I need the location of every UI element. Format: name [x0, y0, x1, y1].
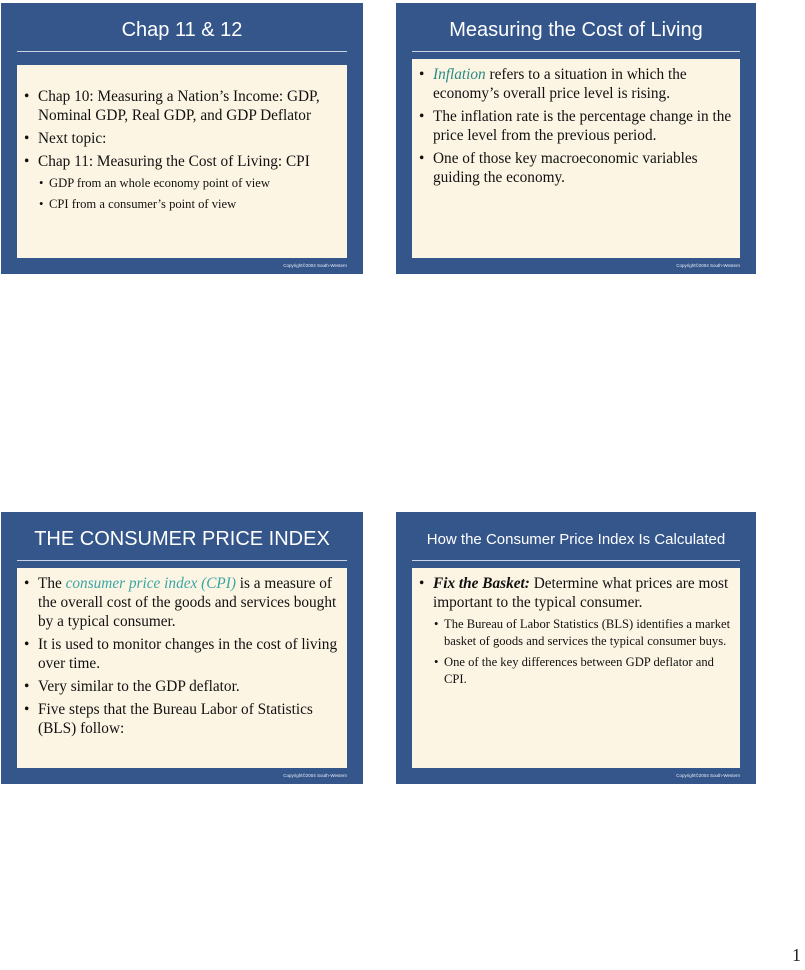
slide-1-bullet-3: • Chap 11: Measuring the Cost of Living: CPI	[17, 152, 347, 171]
slide-3-bullet-1	[17, 574, 347, 631]
slide-3-bullet-4: • Five steps that the Bureau Labor of Statistics (BLS) follow:	[17, 700, 347, 738]
slide-4	[396, 512, 756, 784]
slide-1-bullet-2: • Next topic:	[17, 129, 347, 148]
slide-4-bullet-list	[412, 574, 740, 688]
slide-3	[1, 512, 363, 784]
slide-3-bullet-1-text: is a measure of the overall cost of the goods and services bought by a typical consumer.	[38, 575, 337, 630]
slide-2-bullet-1	[412, 65, 740, 103]
slide-4-copyright: Copyright©2004 South-Western	[676, 773, 740, 778]
slide-2-title: Measuring the Cost of Living	[449, 18, 703, 41]
cpi-term: consumer price index (CPI)	[65, 575, 236, 592]
slide-3-title-rule	[17, 560, 347, 561]
slide-3-bullet-list	[17, 574, 347, 738]
slide-1-copyright: Copyright©2004 South-Western	[283, 263, 347, 268]
slide-1-bullet-list	[17, 87, 347, 213]
slide-2-bullet-1-text: refers to a situation in which the economy’s overall price level is rising.	[433, 66, 687, 102]
slide-2-content	[412, 59, 740, 258]
inflation-term: Inflation	[433, 66, 486, 83]
slide-2-bullet-list	[412, 65, 740, 187]
slide-1-sub-bullet-2: • CPI from a consumer’s point of view	[17, 196, 347, 213]
slide-3-content	[17, 568, 347, 768]
slide-3-bullet-3: • Very similar to the GDP deflator.	[17, 677, 347, 696]
slide-3-title: THE CONSUMER PRICE INDEX	[34, 527, 330, 550]
slide-2-bullet-3: • One of those key macroeconomic variables guiding the economy.	[412, 149, 740, 187]
slide-2-bullet-2: • The inflation rate is the percentage change in the price level from the previous period.	[412, 107, 740, 145]
slide-4-sub-bullet-1: • The Bureau of Labor Statistics (BLS) identifies a market basket of goods and services the typical consumer buys.	[412, 616, 740, 650]
slide-3-bullet-1-prefix: The	[38, 575, 66, 592]
slide-4-title: How the Consumer Price Index Is Calculated	[426, 530, 726, 548]
slide-1-title-rule	[17, 51, 347, 52]
slide-3-bullet-2: • It is used to monitor changes in the cost of living over time.	[17, 635, 347, 673]
slide-2-copyright: Copyright©2004 South-Western	[676, 263, 740, 268]
fix-the-basket-term: Fix the Basket:	[433, 575, 530, 592]
page-number: 1	[792, 945, 801, 965]
slide-4-content	[412, 568, 740, 768]
slide-1-title: Chap 11 & 12	[121, 18, 243, 41]
slide-2	[396, 3, 756, 274]
slide-1-content	[17, 65, 347, 258]
slide-1-sub-bullet-1: • GDP from an whole economy point of view	[17, 175, 347, 192]
slide-4-title-rule	[412, 560, 740, 561]
slide-4-bullet-1	[412, 574, 740, 612]
slide-1	[1, 3, 363, 274]
slide-3-copyright: Copyright©2004 South-Western	[283, 773, 347, 778]
slide-4-bullet-1-text: Determine what prices are most important to the typical consumer.	[433, 575, 729, 611]
slide-2-title-rule	[412, 51, 740, 52]
slide-4-sub-bullet-2: • One of the key differences between GDP deflator and CPI.	[412, 654, 740, 688]
slide-1-bullet-1: • Chap 10: Measuring a Nation’s Income: GDP, Nominal GDP, Real GDP, and GDP Deflator	[17, 87, 347, 125]
